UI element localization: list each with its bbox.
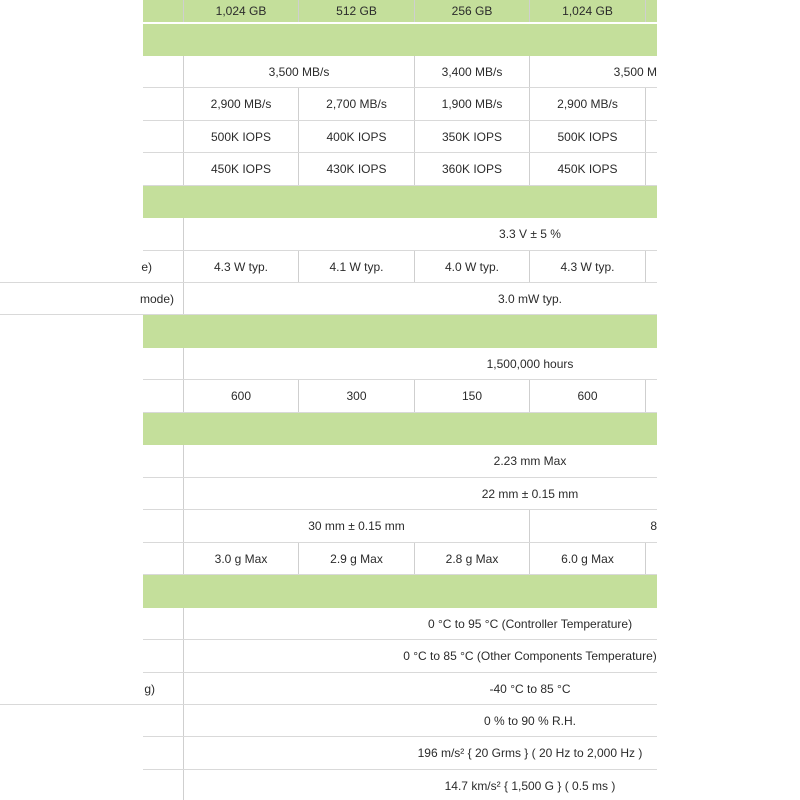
sleep-power-row <box>0 283 657 315</box>
vibration-value: 196 m/s² { 20 Grms } ( 20 Hz to 2,000 Hz ) <box>183 737 800 769</box>
tbw-value: 600 <box>183 380 298 412</box>
active-power-value: 4.1 W typ. <box>298 251 414 282</box>
supply-voltage-row <box>143 218 657 251</box>
height-row <box>143 445 657 478</box>
seq-write-value: 2,700 MB/s <box>298 88 414 120</box>
width-value: 22 mm ± 0.15 mm <box>183 478 800 509</box>
weight-value: 2.8 g Max <box>414 543 529 574</box>
section-header-environment <box>143 575 657 608</box>
supply-voltage-value: 3.3 V ± 5 % <box>183 218 800 250</box>
length-value: 8 <box>529 510 657 542</box>
length-row <box>143 510 657 543</box>
random-write-value: 430K IOPS <box>298 153 414 185</box>
section-header-performance <box>143 24 657 56</box>
seq-read-row <box>143 56 657 88</box>
active-power-value: 4.0 W typ. <box>414 251 529 282</box>
random-write-value: 360K IOPS <box>414 153 529 185</box>
cell-edge <box>645 380 657 412</box>
weight-row <box>143 543 657 575</box>
random-read-value: 500K IOPS <box>183 121 298 152</box>
shock-row <box>143 770 657 800</box>
section-header-power <box>143 186 657 218</box>
tbw-value: 600 <box>529 380 645 412</box>
tbw-row <box>143 380 657 413</box>
random-write-value: 450K IOPS <box>529 153 645 185</box>
seq-write-value: 1,900 MB/s <box>414 88 529 120</box>
capacity-cell: 1,024 GB <box>529 0 645 22</box>
mttf-value: 1,500,000 hours <box>183 348 800 379</box>
active-power-value: 4.3 W typ. <box>529 251 645 282</box>
cell-edge <box>645 121 657 152</box>
storage-temp-row <box>0 673 657 705</box>
seq-read-value: 3,500 M <box>529 56 657 87</box>
tbw-value: 150 <box>414 380 529 412</box>
cell-edge <box>645 153 657 185</box>
section-header-reliability <box>143 315 657 348</box>
sleep-power-value: 3.0 mW typ. <box>183 283 800 314</box>
seq-read-value: 3,400 MB/s <box>414 56 529 87</box>
weight-value: 2.9 g Max <box>298 543 414 574</box>
active-power-row <box>0 251 657 283</box>
section-header-mechanical <box>143 413 657 445</box>
op-temp-other-value: 0 °C to 85 °C (Other Components Temperature) <box>183 640 800 672</box>
storage-temp-value: -40 °C to 85 °C <box>183 673 800 704</box>
op-temp-other-row <box>143 640 657 673</box>
weight-value: 6.0 g Max <box>529 543 645 574</box>
seq-write-value: 2,900 MB/s <box>183 88 298 120</box>
active-power-label: e) <box>141 259 152 274</box>
random-write-row <box>143 153 657 186</box>
cell-edge <box>645 251 657 282</box>
weight-value: 3.0 g Max <box>183 543 298 574</box>
capacity-cell: 1,024 GB <box>183 0 298 22</box>
shock-value: 14.7 km/s² { 1,500 G } ( 0.5 ms ) <box>183 770 800 800</box>
op-temp-controller-row <box>143 608 657 640</box>
active-power-value: 4.3 W typ. <box>183 251 298 282</box>
op-temp-controller-value: 0 °C to 95 °C (Controller Temperature) <box>183 608 800 639</box>
random-read-value: 500K IOPS <box>529 121 645 152</box>
capacity-cell: 512 GB <box>298 0 414 22</box>
seq-write-value: 2,900 MB/s <box>529 88 645 120</box>
random-read-value: 350K IOPS <box>414 121 529 152</box>
seq-read-value: 3,500 MB/s <box>183 56 414 87</box>
capacity-cell-edge <box>645 0 657 22</box>
height-value: 2.23 mm Max <box>183 445 800 477</box>
vibration-row <box>143 737 657 770</box>
humidity-row <box>143 705 657 737</box>
length-value: 30 mm ± 0.15 mm <box>183 510 529 542</box>
tbw-value: 300 <box>298 380 414 412</box>
random-read-value: 400K IOPS <box>298 121 414 152</box>
cell-edge <box>645 88 657 120</box>
mttf-row <box>143 348 657 380</box>
random-read-row <box>143 121 657 153</box>
sleep-power-label: mode) <box>139 291 174 306</box>
storage-temp-label: g) <box>144 681 155 696</box>
humidity-value: 0 % to 90 % R.H. <box>183 705 800 736</box>
seq-write-row <box>143 88 657 121</box>
random-write-value: 450K IOPS <box>183 153 298 185</box>
capacity-cell: 256 GB <box>414 0 529 22</box>
cell-edge <box>645 543 657 574</box>
capacity-row <box>143 0 657 22</box>
width-row <box>143 478 657 510</box>
